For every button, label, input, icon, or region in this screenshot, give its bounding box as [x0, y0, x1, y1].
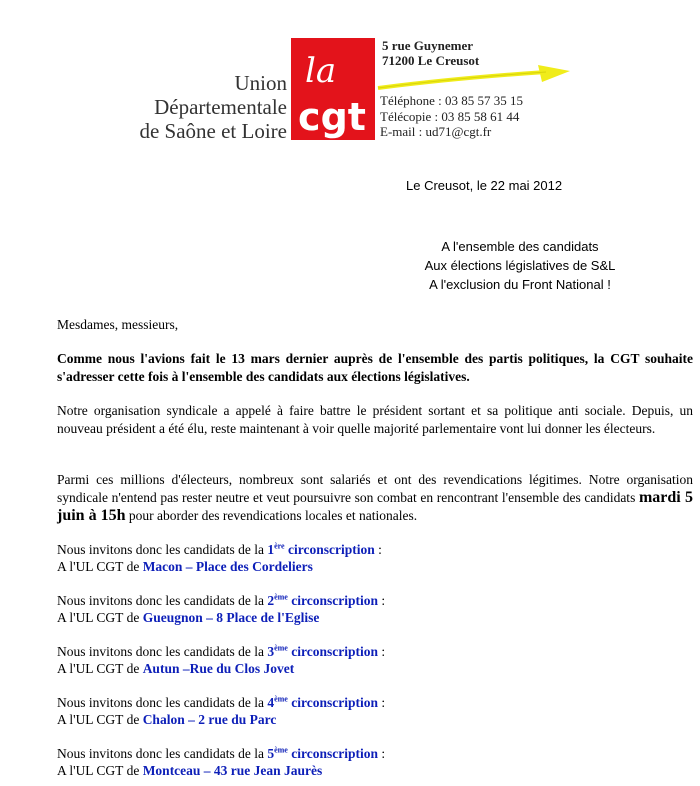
circonscription-number: 2ème circonscription: [267, 592, 378, 608]
org-name-line-3: de Saône et Loire: [139, 119, 287, 143]
place-prefix: A l'UL CGT de: [57, 712, 140, 727]
place-prefix: A l'UL CGT de: [57, 661, 140, 676]
circonscription-number: 3ème circonscription: [267, 643, 378, 659]
invitation-2: Nous invitons donc les candidats de la 2ème circonscription : A l'UL CGT de Gueugnon – 8 Place de l'Eglise: [57, 592, 386, 625]
recipient-line-2: Aux élections législatives de S&L: [424, 258, 616, 273]
invitation-5: Nous invitons donc les candidats de la 5ème circonscription : A l'UL CGT de Montceau – 43 rue Jean Jaurès: [57, 745, 386, 778]
recipient-line-1: A l'ensemble des candidats: [441, 239, 599, 254]
address-line-1: 5 rue Guynemer: [382, 38, 473, 53]
greeting: Mesdames, messieurs,: [57, 317, 179, 332]
meeting-place: Autun –Rue du Clos Jovet: [142, 661, 295, 676]
logo-text: cgt: [298, 95, 366, 139]
meeting-place: Macon – Place des Cordeliers: [142, 559, 313, 574]
circonscription-number: 1ère circonscription: [267, 541, 375, 557]
phone: Téléphone : 03 85 57 35 15: [380, 93, 523, 108]
org-name-line-2: Départementale: [154, 95, 287, 119]
cgt-logo: [291, 38, 375, 140]
recipient-line-3: A l'exclusion du Front National !: [429, 277, 611, 292]
meeting-date: mardi 5 juin à 15h: [57, 489, 694, 524]
invitation-prefix: Nous invitons donc les candidats de la: [57, 644, 264, 659]
invitation-prefix: Nous invitons donc les candidats de la: [57, 746, 264, 761]
logo-script-text: la: [305, 51, 337, 91]
invitation-3: Nous invitons donc les candidats de la 3ème circonscription : A l'UL CGT de Autun –Rue du Clos Jovet: [57, 643, 386, 676]
invitation-prefix: Nous invitons donc les candidats de la: [57, 695, 264, 710]
circonscription-number: 4ème circonscription: [267, 694, 378, 710]
invitation-prefix: Nous invitons donc les candidats de la: [57, 593, 264, 608]
place-prefix: A l'UL CGT de: [57, 763, 140, 778]
meeting-place: Chalon – 2 rue du Parc: [142, 712, 277, 727]
place-prefix: A l'UL CGT de: [57, 559, 140, 574]
meeting-place: Montceau – 43 rue Jean Jaurès: [142, 763, 323, 778]
invitation-prefix: Nous invitons donc les candidats de la: [57, 542, 264, 557]
paragraph-3: [57, 471, 693, 525]
intro-paragraph: Comme nous l'avions fait le 13 mars dernier auprès de l'ensemble des partis politiques, la CGT souhaite s'adresser cette fois à l'ensemble des candidats aux élections législatives.: [57, 351, 693, 384]
circonscription-number: 5ème circonscription: [267, 745, 378, 761]
letter-date: Le Creusot, le 22 mai 2012: [406, 178, 563, 193]
invitation-1: Nous invitons donc les candidats de la 1ère circonscription : A l'UL CGT de Macon – Place des Cordeliers: [57, 541, 382, 574]
address-line-2: 71200 Le Creusot: [382, 53, 480, 68]
fax: Télécopie : 03 85 58 61 44: [380, 109, 520, 124]
meeting-place: Gueugnon – 8 Place de l'Eglise: [142, 610, 320, 625]
paragraph-2: Notre organisation syndicale a appelé à faire battre le président sortant et sa politique anti sociale. Depuis, un nouveau président a été élu, reste maintenant à voir quelle majorité parlementaire vont lui donner les électeurs.: [57, 403, 693, 436]
place-prefix: A l'UL CGT de: [57, 610, 140, 625]
paragraph-3-text: Parmi ces millions d'électeurs, nombreux sont salariés et ont des revendications légitimes. Notre organisation syndicale n'entend pas rester neutre et veut poursuivre son combat en rencontrant l'ensemble des candidats: [57, 472, 693, 505]
invitation-4: Nous invitons donc les candidats de la 4ème circonscription : A l'UL CGT de Chalon – 2 rue du Parc: [57, 694, 386, 727]
email: E-mail : ud71@cgt.fr: [380, 124, 492, 139]
org-name-line-1: Union: [234, 71, 287, 95]
paragraph-3-end: pour aborder des revendications locales et nationales.: [128, 508, 418, 523]
